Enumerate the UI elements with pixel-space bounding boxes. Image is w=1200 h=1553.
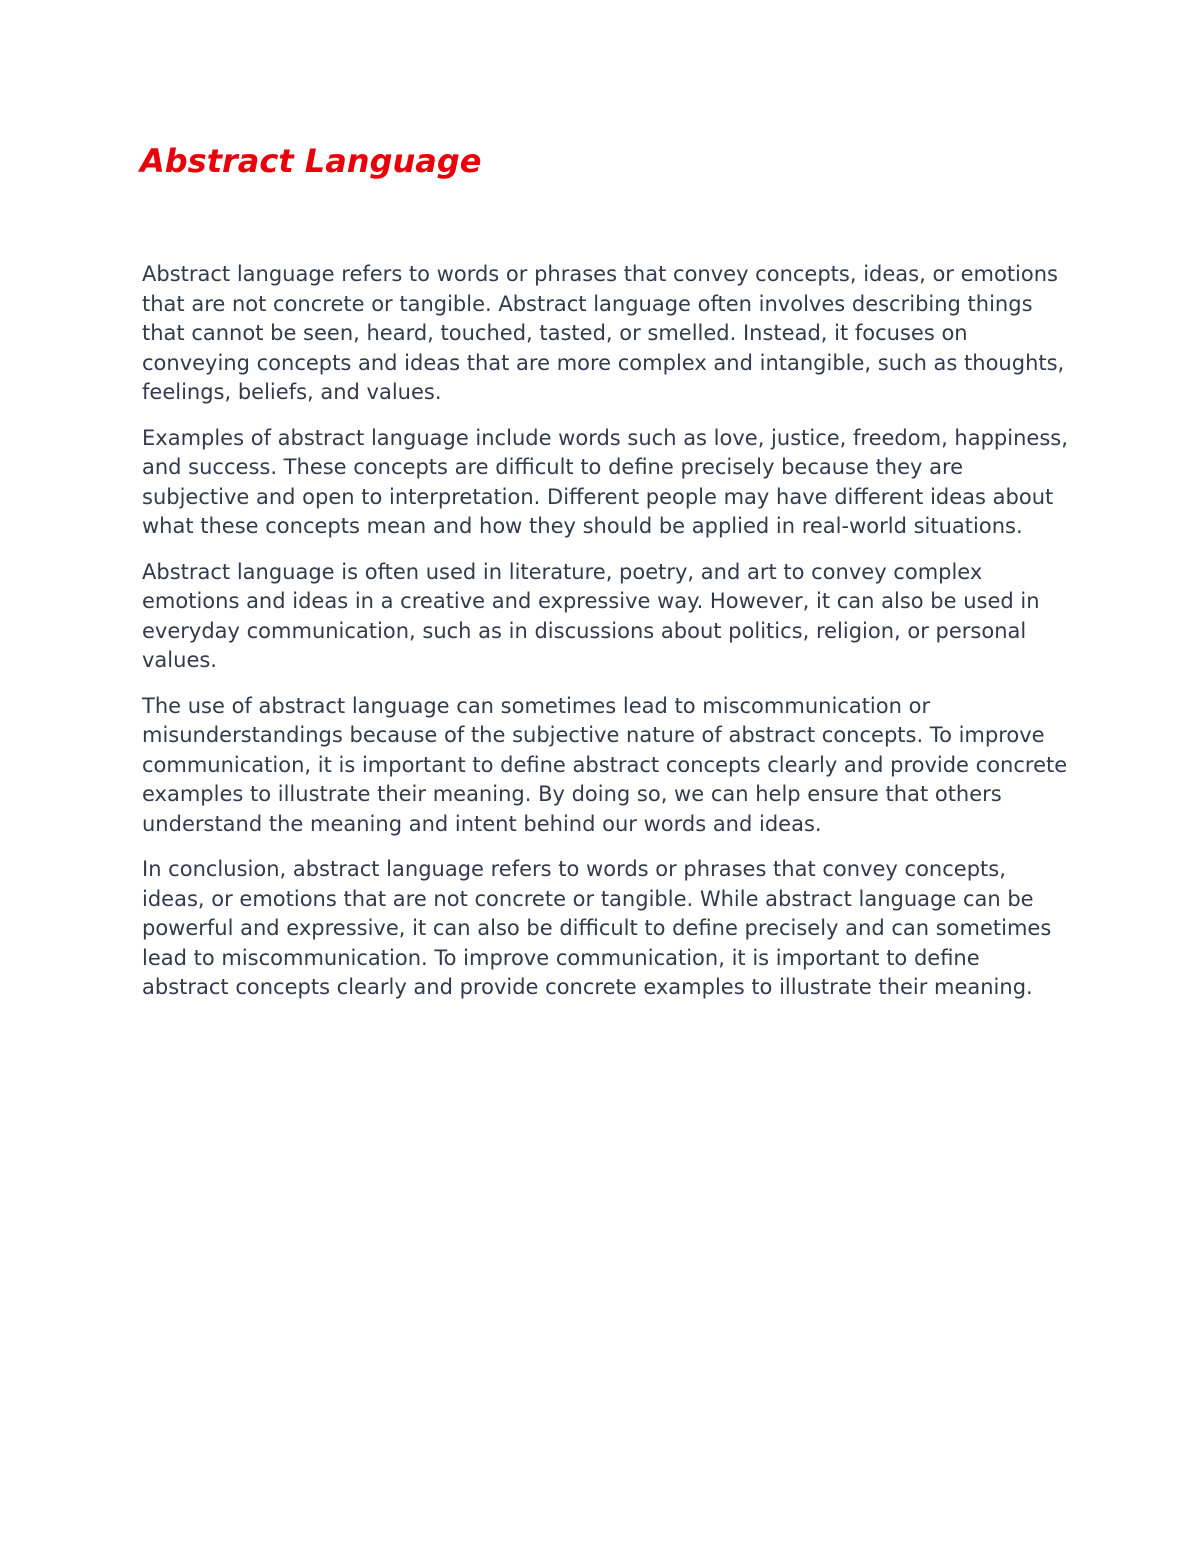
paragraph-3: Abstract language is often used in literature, poetry, and art to convey complex emotions and ideas in a creative and expressive way. However, it can also be used in everyday communication, such as in discussions about politics, religion, or personal values. — [142, 559, 1040, 672]
document-title: Abstract Language — [140, 142, 482, 180]
paragraph-1: Abstract language refers to words or phrases that convey concepts, ideas, or emotions that are not concrete or tangible. Abstract language often involves describing things that cannot be seen, heard, touched, tasted, or smelled. Instead, it focuses on conveying concepts and ideas that are more complex and intangible, such as thoughts, feelings, beliefs, and values. — [142, 262, 1065, 404]
paragraph-2: Examples of abstract language include words such as love, justice, freedom, happiness, and success. These concepts are difficult to define precisely because they are subjective and open to interpretation. Different people may have different ideas about what these concepts mean and how they should be applied in real-world situations. — [142, 425, 1068, 538]
document-body — [142, 260, 1072, 1019]
paragraph-4: The use of abstract language can sometimes lead to miscommunication or misunderstandings because of the subjective nature of abstract concepts. To improve communication, it is important to define abstract concepts clearly and provide concrete examples to illustrate their meaning. By doing so, we can help ensure that others understand the meaning and intent behind our words and ideas. — [142, 693, 1068, 836]
paragraph-5: In conclusion, abstract language refers to words or phrases that convey concepts, ideas, or emotions that are not concrete or tangible. While abstract language can be powerful and expressive, it can also be difficult to define precisely and can sometimes lead to miscommunication. To improve communication, it is important to define abstract concepts clearly and provide concrete examples to illustrate their meaning. — [142, 857, 1052, 999]
